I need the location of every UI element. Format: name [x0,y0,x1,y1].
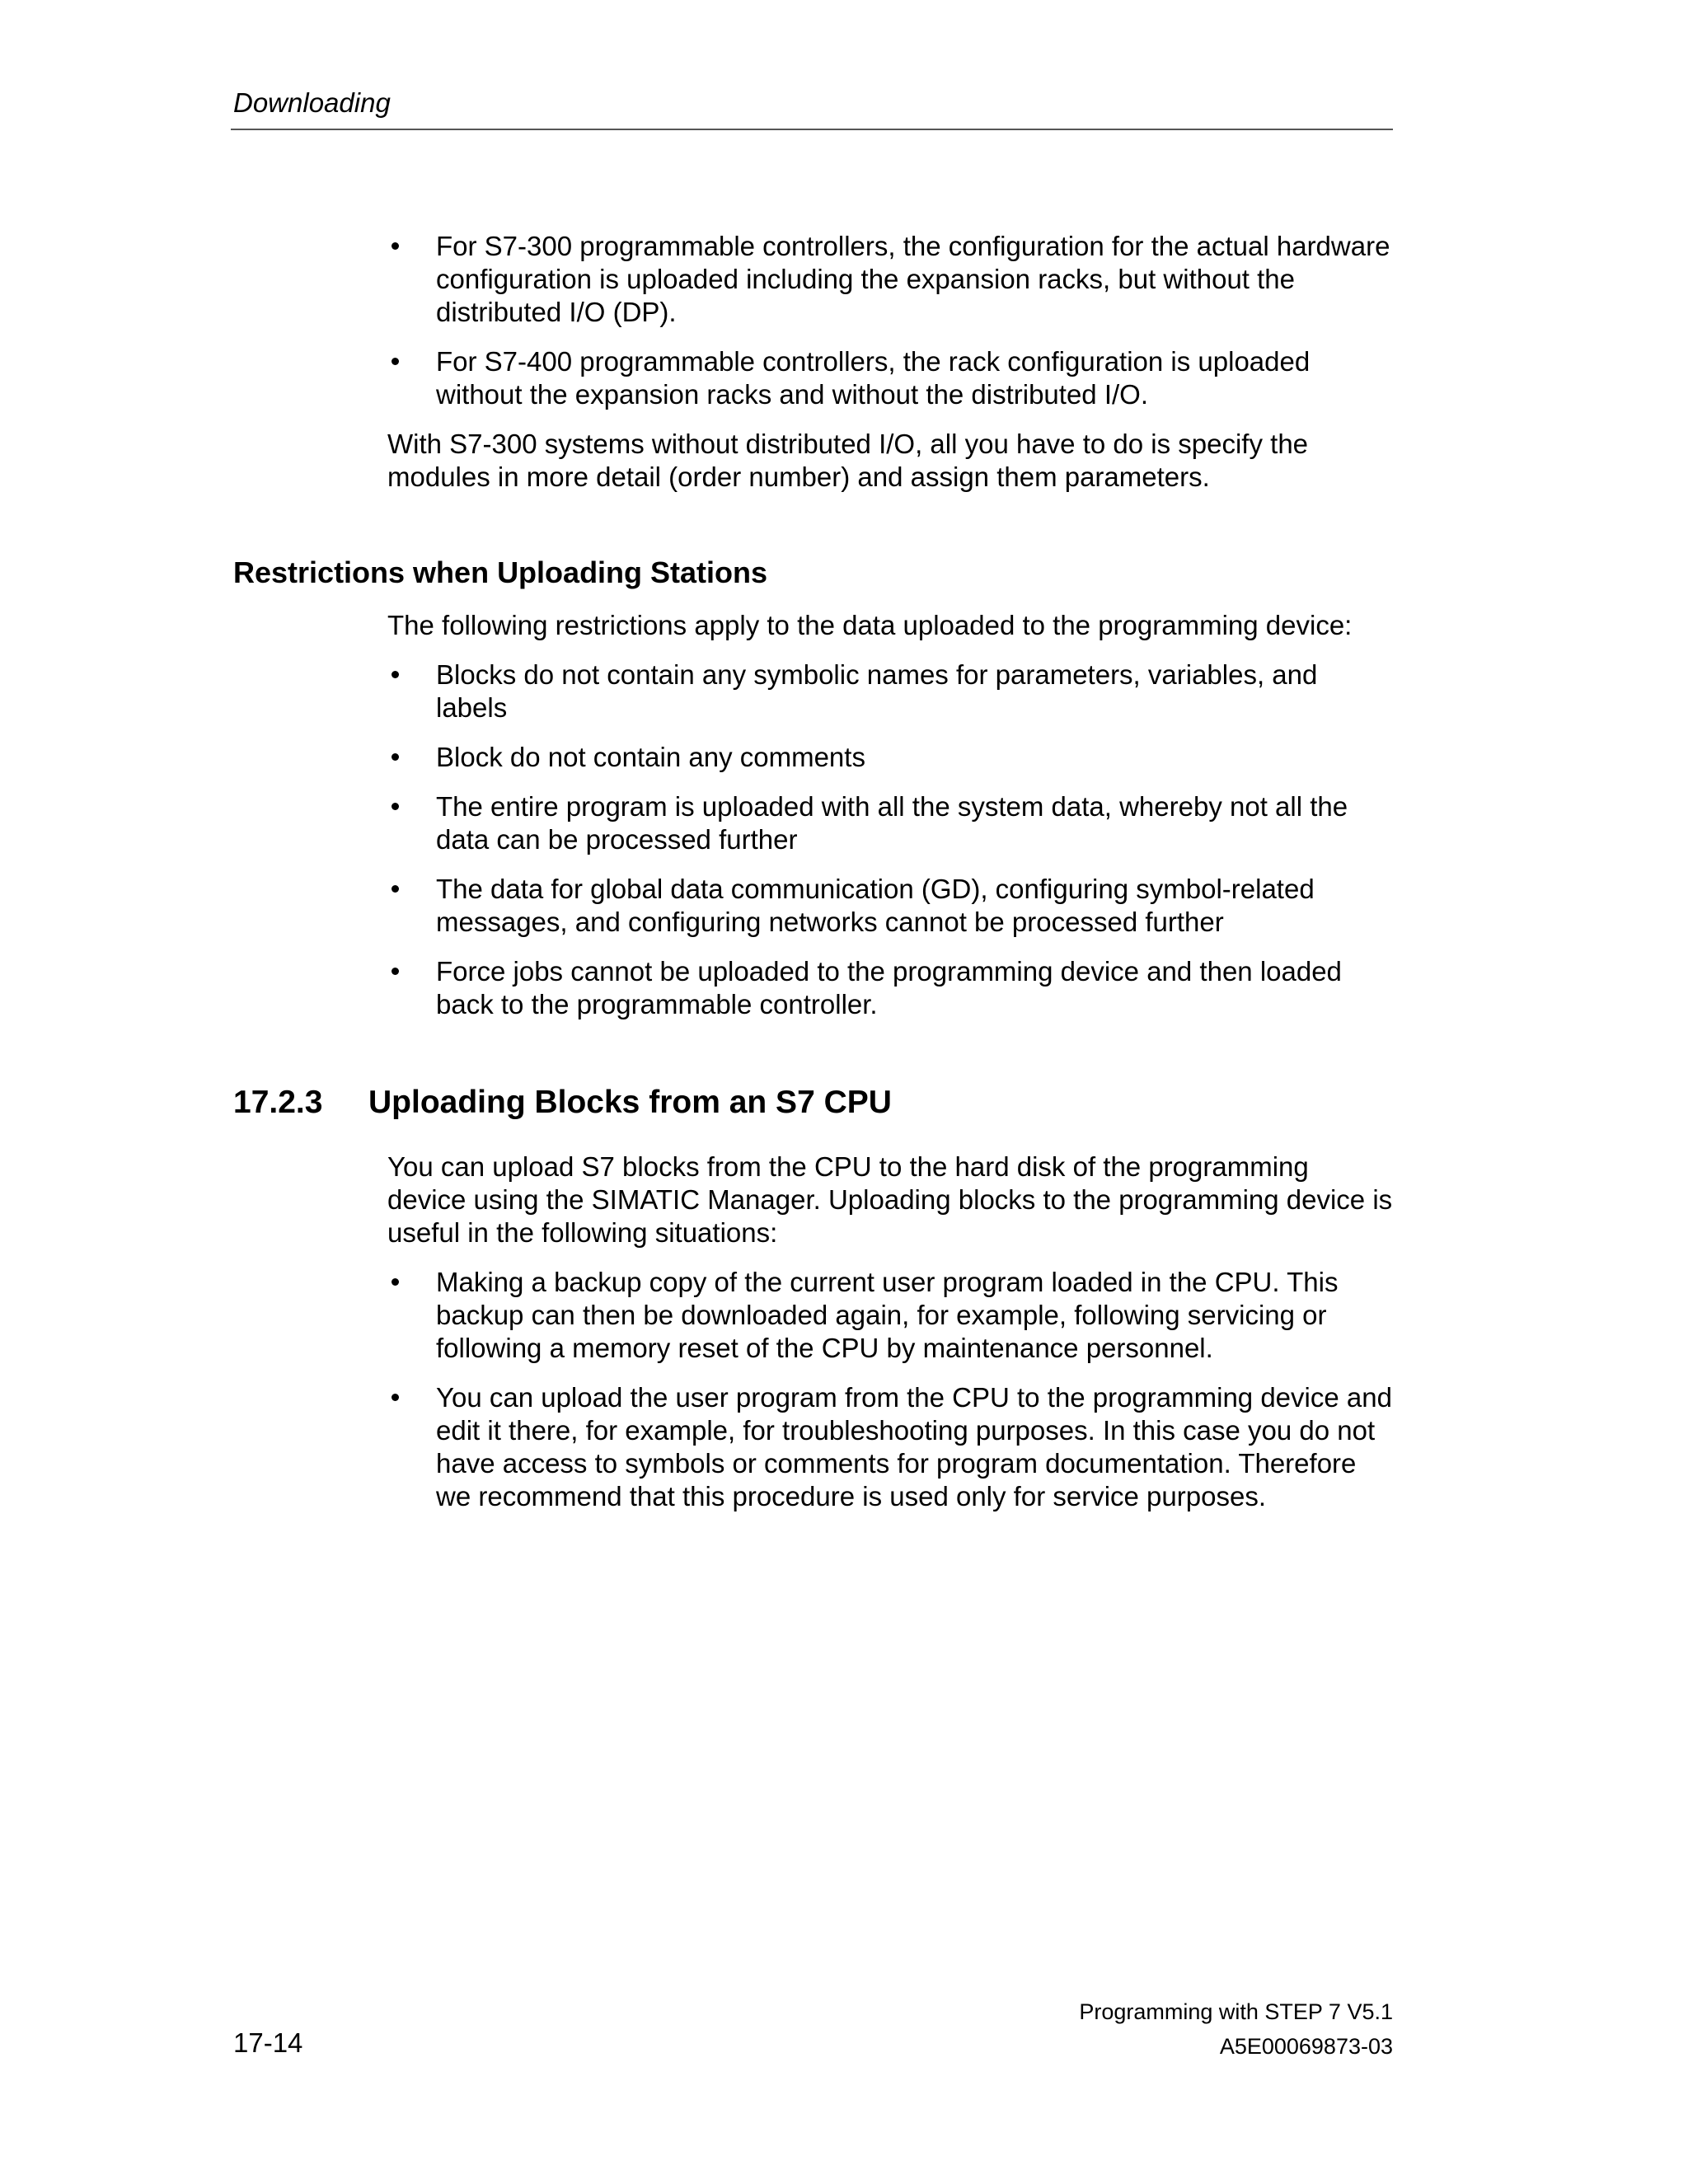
running-header: Downloading [233,87,391,118]
list-item-text: Force jobs cannot be uploaded to the programming device and then loaded back to the programmable controller. [436,956,1342,1019]
list-item [387,1381,1393,1513]
bullet-icon [392,1278,399,1286]
bullet-icon [392,1394,399,1401]
bullet-icon [392,753,399,761]
bullet-icon [392,803,399,810]
list-item [387,1266,1393,1365]
header-divider [231,129,1393,130]
bullet-icon [392,885,399,893]
section-title: Uploading Blocks from an S7 CPU [368,1085,892,1120]
bullet-icon [392,968,399,975]
list-item-text: Block do not contain any comments [436,742,865,772]
bullet-icon [392,242,399,250]
list-item-text: Making a backup copy of the current user program loaded in the CPU. This backup can then be downloaded again, for example, following servicing or following a memory reset of the CPU by maintenance personnel. [436,1267,1339,1363]
list-item-text: For S7-400 programmable controllers, the rack configuration is uploaded without the expansion racks and without the distributed I/O. [436,346,1311,410]
list-item-text: You can upload the user program from the CPU to the programming device and edit it there, for example, for troubleshooting purposes. In this case you do not have access to symbols or comments for program documentation. Therefore we recommend that this procedure is used only for service purposes. [436,1382,1392,1511]
section-bullet-list [387,1266,1393,1513]
intro-section [387,230,1393,494]
intro-paragraph: With S7-300 systems without distributed I/O, all you have to do is specify the modules in more detail (order number) and assign them parameters. [387,429,1309,492]
restrictions-bullet-list [387,658,1393,1021]
list-item [387,345,1393,411]
restrictions-lead: The following restrictions apply to the data uploaded to the programming device: [387,610,1353,640]
list-item [387,741,1393,774]
list-item [387,658,1393,724]
footer-doc-number: A5E00069873-03 [1219,2034,1393,2059]
list-item-text: The entire program is uploaded with all the system data, whereby not all the data can be processed further [436,791,1348,855]
list-item-text: For S7-300 programmable controllers, the configuration for the actual hardware configuration is uploaded including the expansion racks, but without the distributed I/O (DP). [436,231,1390,327]
list-item-text: Blocks do not contain any symbolic names for parameters, variables, and labels [436,659,1318,723]
footer-manual-title: Programming with STEP 7 V5.1 [1079,1999,1393,2024]
section-number: 17.2.3 [233,1085,323,1120]
list-item-text: The data for global data communication (GD), configuring symbol-related messages, and configuring networks cannot be processed further [436,874,1315,937]
bullet-icon [392,671,399,678]
section-heading [233,1086,892,1118]
bullet-icon [392,358,399,365]
restrictions-heading: Restrictions when Uploading Stations [233,555,768,589]
intro-bullet-list [387,230,1393,411]
footer-page-number: 17-14 [233,2027,303,2058]
list-item [387,873,1393,939]
section-lead: You can upload S7 blocks from the CPU to the hard disk of the programming device using the SIMATIC Manager. Uploading blocks to the programming device is useful in the following situations: [387,1151,1393,1248]
list-item [387,230,1393,329]
upload-blocks-section [387,1151,1393,1530]
restrictions-section [387,609,1393,1038]
list-item [387,955,1393,1021]
list-item [387,790,1393,856]
